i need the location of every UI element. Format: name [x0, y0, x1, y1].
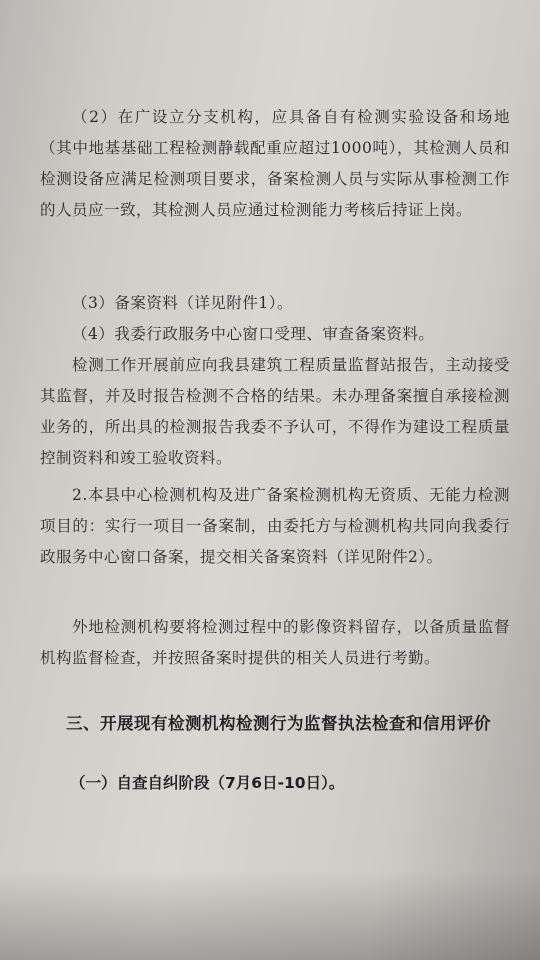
paragraph-filing-materials: （3）备案资料（详见附件1）。 — [72, 294, 293, 312]
page-shadow — [0, 870, 540, 960]
paragraph-window-acceptance: （4）我委行政服务中心窗口受理、审查备案资料。 — [72, 325, 435, 343]
paragraph-external-agencies: 外地检测机构要将检测过程中的影像资料留存，以备质量监督机构监督检查，并按照备案时提供的相关人员进行考勤。 — [40, 618, 510, 667]
section-heading: 三、开展现有检测机构检测行为监督执法检查和信用评价 — [66, 714, 491, 733]
paragraph-no-qualification: 2.本县中心检测机构及进广备案检测机构无资质、无能力检测项目的：实行一项目一备案制，由委托方与检测机构共同向我委行政服务中心窗口备案，提交相关备案资料（详见附件2）。 — [40, 486, 510, 566]
paragraph-branch-requirements: （2）在广设立分支机构，应具备自有检测实验设备和场地（其中地基基础工程检测静载配重应超过1000吨），其检测人员和检测设备应满足检测项目要求，备案检测人员与实际从事检测工作的人员应一致，其检测人员应通过检测能力考核后持证上岗。 — [40, 108, 510, 219]
paragraph-supervision-report: 检测工作开展前应向我县建筑工程质量监督站报告，主动接受其监督，并及时报告检测不合格的结果。未办理备案擅自承接检测业务的，所出具的检测报告我委不予认可，不得作为建设工程质量控制资料和竣工验收资料。 — [40, 356, 510, 467]
sub-heading: （一）自查自纠阶段（7月6日-10日）。 — [70, 774, 345, 792]
